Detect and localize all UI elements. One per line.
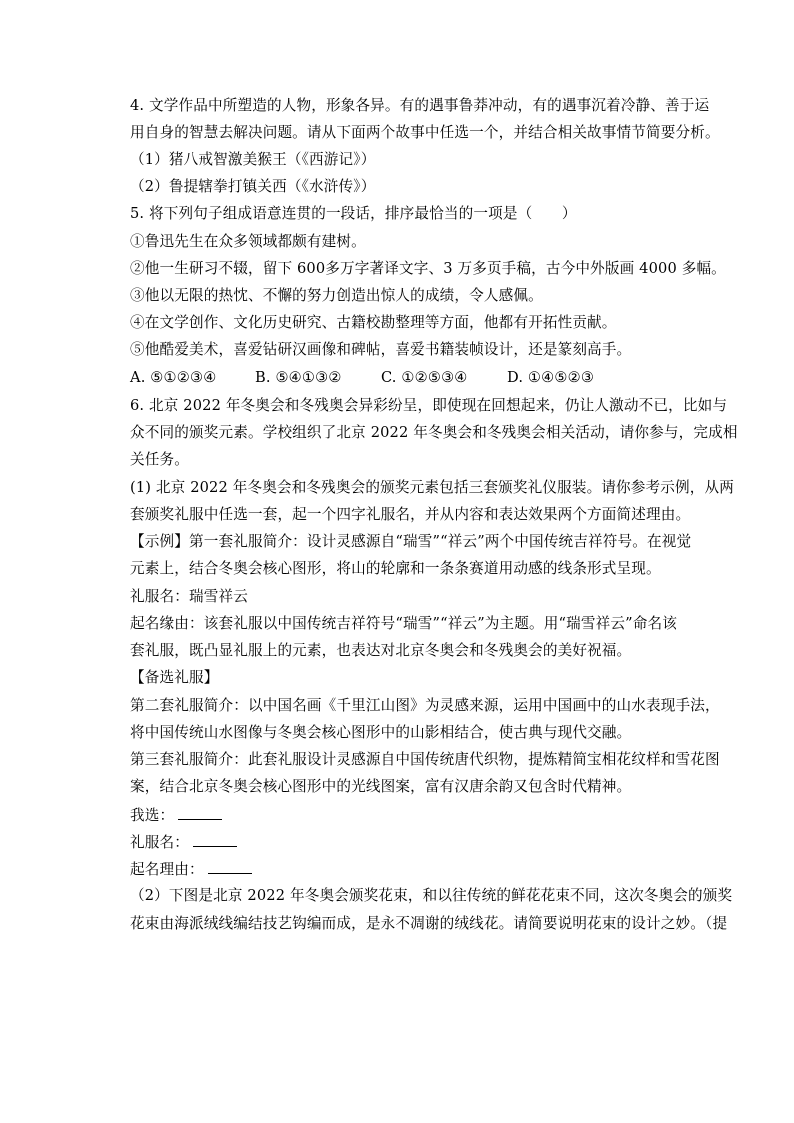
q5-sentence-5: ⑤他酷爱美术，喜爱钻研汉画像和碑帖，喜爱书籍装帧设计，还是篆刻高手。 bbox=[130, 341, 632, 358]
q6-part2-line-1: （2）下图是北京 2022 年冬奥会颁奖花束，和以往传统的鲜花花束不同，这次冬奥会的颁奖 bbox=[130, 887, 733, 904]
q6-alt3-line-1: 第三套礼服简介：此套礼服设计灵感源自中国传统唐代织物，提炼精简宝相花纹样和雪花图 bbox=[130, 751, 720, 768]
q6-intro-2: 众不同的颁奖元素。学校组织了北京 2022 年冬奥会和冬残奥会相关活动，请你参与，完成相 bbox=[130, 424, 738, 441]
q6-part2-line-2: 花束由海派绒线编结技艺钩编而成，是永不凋谢的绒线花。请简要说明花束的设计之妙。（提 bbox=[130, 915, 728, 932]
q6-example-name: 礼服名：瑞雪祥云 bbox=[130, 588, 248, 605]
q5-sentence-2: ②他一生研习不辍，留下 600多万字著译文字、3 万多页手稿，古今中外版画 4000 多幅。 bbox=[130, 260, 726, 277]
answer-choice-blank[interactable] bbox=[178, 805, 222, 820]
q5-option-d: D. ①④⑤②③ bbox=[507, 369, 595, 386]
q6-answer-choice bbox=[130, 805, 690, 826]
q6-alt2-line-2: 将中国传统山水图像与冬奥会核心图形中的山影相结合，使古典与现代交融。 bbox=[130, 724, 632, 741]
answer-choice-label: 我选： bbox=[130, 807, 175, 824]
q5-stem: 5. 将下列句子组成语意连贯的一段话，排序最恰当的一项是（ ） bbox=[130, 205, 577, 222]
q6-answer-reason bbox=[130, 859, 690, 880]
q5-sentence-3: ③他以无限的热忱、不懈的努力创造出惊人的成绩，令人感佩。 bbox=[130, 287, 543, 304]
answer-name-label: 礼服名： bbox=[130, 834, 189, 851]
q5-sentence-4: ④在文学创作、文化历史研究、古籍校勘整理等方面，他都有开拓性贡献。 bbox=[130, 314, 617, 331]
q6-intro-1: 6. 北京 2022 年冬奥会和冬残奥会异彩纷呈，即使现在回想起来，仍让人激动不已，比如与 bbox=[130, 397, 728, 414]
q6-example-line-2: 元素上，结合冬奥会核心图形，将山的轮廓和一条条赛道用动感的线条形式呈现。 bbox=[130, 560, 661, 577]
q6-example-reason-1: 起名缘由：该套礼服以中国传统吉祥符号“瑞雪”“祥云”为主题。用“瑞雪祥云”命名该 bbox=[130, 615, 677, 632]
q6-example-line-1: 【示例】第一套礼服简介：设计灵感源自“瑞雪”“祥云”两个中国传统吉祥符号。在视觉 bbox=[130, 533, 692, 550]
q6-alt3-line-2: 案，结合北京冬奥会核心图形中的光线图案，富有汉唐余韵又包含时代精神。 bbox=[130, 778, 632, 795]
q4-item-2: （2）鲁提辖拳打镇关西（《水浒传》） bbox=[130, 178, 376, 195]
q6-example-reason-2: 套礼服，既凸显礼服上的元素，也表达对北京冬奥会和冬残奥会的美好祝福。 bbox=[130, 642, 632, 659]
q4-line-2: 用自身的智慧去解决问题。请从下面两个故事中任选一个，并结合相关故事情节简要分析。 bbox=[130, 124, 720, 141]
q5-sentence-1: ①鲁迅先生在众多领域都颇有建树。 bbox=[130, 233, 366, 250]
q4-item-1: （1）猪八戒智激美猴王（《西游记》） bbox=[130, 151, 376, 168]
q5-option-c: C. ①②⑤③④ bbox=[381, 369, 468, 386]
q6-part1-line-1: (1) 北京 2022 年冬奥会和冬残奥会的颁奖元素包括三套颁奖礼仪服装。请你参考示例，从两 bbox=[130, 479, 735, 496]
answer-reason-label: 起名理由： bbox=[130, 861, 204, 878]
q6-intro-3: 关任务。 bbox=[130, 451, 189, 468]
q5-option-b: B. ⑤④①③② bbox=[255, 369, 342, 386]
q6-alternative-title: 【备选礼服】 bbox=[130, 669, 219, 686]
answer-name-blank[interactable] bbox=[193, 832, 237, 847]
q5-option-a: A. ⑤①②③④ bbox=[130, 369, 217, 386]
q6-alt2-line-1: 第二套礼服简介：以中国名画《千里江山图》为灵感来源，运用中国画中的山水表现手法， bbox=[130, 697, 720, 714]
answer-reason-blank[interactable] bbox=[208, 859, 252, 874]
q6-answer-name bbox=[130, 832, 690, 853]
q4-line-1: 4. 文学作品中所塑造的人物，形象各异。有的遇事鲁莽冲动，有的遇事沉着冷静、善于运 bbox=[130, 97, 710, 114]
q6-part1-line-2: 套颁奖礼服中任选一套，起一个四字礼服名，并从内容和表达效果两个方面简述理由。 bbox=[130, 506, 691, 523]
q5-options bbox=[130, 368, 690, 388]
